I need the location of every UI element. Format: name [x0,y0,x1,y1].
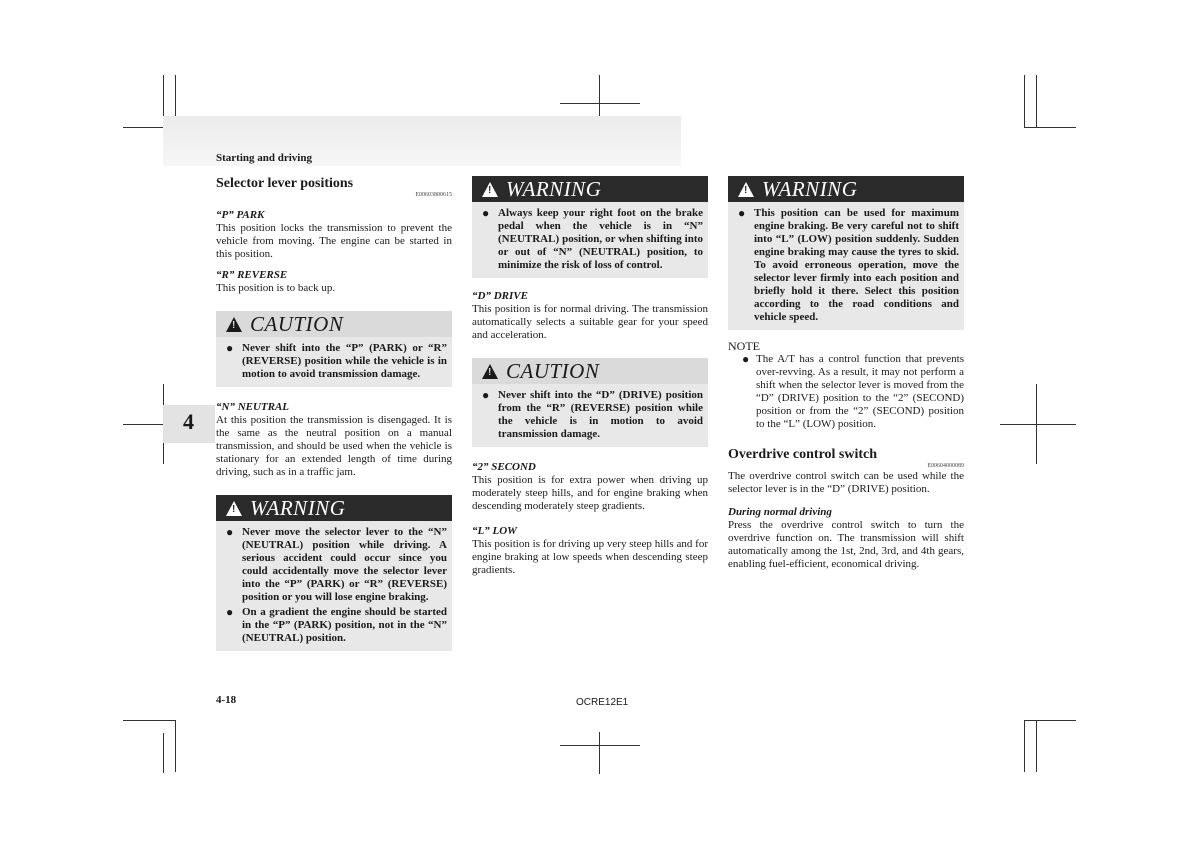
bullet-icon: ● [482,206,490,220]
bullet-icon: ● [226,341,234,355]
crop-mark [1024,127,1076,128]
warning-header: ! WARNING [728,176,964,202]
caution-header: ! CAUTION [472,358,708,384]
doc-ref-code: E00604000089 [927,463,964,469]
note-item: ● The A/T has a control function that prevents over-revving. As a result, it may not perform a shift when the selector lever is moved from the “D” (DRIVE) position to the “2” (SECOND) position or from the “2” (SECOND) position to the “L” (LOW) position. [742,352,964,430]
crop-mark [560,745,640,746]
warning-header: ! WARNING [472,176,708,202]
crop-mark [175,720,176,772]
chapter-tab: 4 [163,405,215,443]
reverse-text: This position is to back up. [216,282,336,294]
bullet-icon: ● [482,388,490,402]
caution-box [216,311,452,387]
heading-selector-lever: Selector lever positions [216,176,354,191]
subheading-second: “2” SECOND [472,461,536,473]
subheading-normal-driving: During normal driving [728,506,832,518]
note-label: NOTE [728,339,760,353]
column-3 [728,176,964,571]
subheading-low: “L” LOW [472,525,517,537]
crop-mark [163,733,164,773]
doc-ref-code: E00603800615 [415,192,452,198]
bullet-icon: ● [738,206,746,220]
park-text: This position locks the transmission to prevent the vehicle from moving. The engine can be started in this position. [216,222,452,260]
bullet-icon: ● [742,352,750,366]
overdrive-text: The overdrive control switch can be used while the selector lever is in the “D” (DRIVE) position. [728,470,964,495]
warning-item: ● On a gradient the engine should be started in the “P” (PARK) position, not in the “N” (NEUTRAL) position. [226,605,447,644]
warning-box [216,495,452,651]
crop-mark [560,103,640,104]
crop-mark [1024,720,1076,721]
crop-mark [599,732,600,774]
drive-text: This position is for normal driving. The transmission automatically selects a suitable gear for your speed and acceleration. [472,303,708,341]
subheading-drive: “D” DRIVE [472,290,528,302]
low-text: This position is for driving up very steep hills and for engine braking at low speeds when descending steep gradients. [472,538,708,576]
subheading-park: “P” PARK [216,209,265,221]
warning-triangle-icon [226,317,242,332]
bullet-icon: ● [226,525,234,539]
warning-header: ! WARNING [216,495,452,521]
column-1 [216,176,452,651]
warning-box [728,176,964,330]
neutral-text: At this position the transmission is disengaged. It is the same as the neutral position on a manual transmission, and should be used when the vehicle is stationary for an extended length of time during driving, such as in a traffic jam. [216,414,452,478]
subheading-reverse: “R” REVERSE [216,269,288,281]
warning-item: ● Always keep your right foot on the brake pedal when the vehicle is in “N” (NEUTRAL) position, or when shifting into or out of “N” (NEUTRAL) position, to minimize the risk of loss of control. [482,206,703,271]
caution-header: ! CAUTION [216,311,452,337]
section-title: Starting and driving [216,152,312,164]
warning-triangle-icon [738,182,754,197]
crop-mark [1036,75,1037,127]
bullet-icon: ● [226,605,234,619]
normal-driving-text: Press the overdrive control switch to turn the overdrive function on. The transmission will shift automatically among the 1st, 2nd, 3rd, and 4th gears, enabling fuel-efficient, economical driving. [728,519,964,570]
caution-item: ● Never shift into the “P” (PARK) or “R” (REVERSE) position while the vehicle is in motion to avoid transmission damage. [226,341,447,380]
crop-mark [1024,75,1025,127]
warning-item: ● Never move the selector lever to the “N” (NEUTRAL) position while driving. A serious accident could occur since you could accidentally move the selector lever into the “P” (PARK) or “R” (REVERSE) position or you will lose engine braking. [226,525,447,603]
warning-box [472,176,708,278]
warning-item: ● This position can be used for maximum engine braking. Be very careful not to shift into “L” (LOW) position suddenly. Sudden engine braking may cause the tyres to skid. To avoid erroneous operation, move the selector lever firmly into each position and briefly hold it there. Select this position according to the road conditions and vehicle speed. [738,206,959,323]
crop-mark [1000,424,1076,425]
caution-item: ● Never shift into the “D” (DRIVE) position from the “R” (REVERSE) position while the vehicle is in motion to avoid transmission damage. [482,388,703,440]
caution-box [472,358,708,447]
subheading-neutral: “N” NEUTRAL [216,401,290,413]
crop-mark [123,720,175,721]
warning-triangle-icon [482,364,498,379]
page-number: 4-18 [216,694,237,706]
crop-mark [1036,720,1037,772]
document-code: OCRE12E1 [576,697,629,708]
heading-overdrive: Overdrive control switch [728,447,878,462]
warning-triangle-icon [482,182,498,197]
warning-triangle-icon [226,501,242,516]
second-text: This position is for extra power when driving up moderately steep hills, and for engine braking when descending moderately steep gradients. [472,474,708,512]
column-2 [472,176,708,577]
crop-mark [1024,720,1025,772]
